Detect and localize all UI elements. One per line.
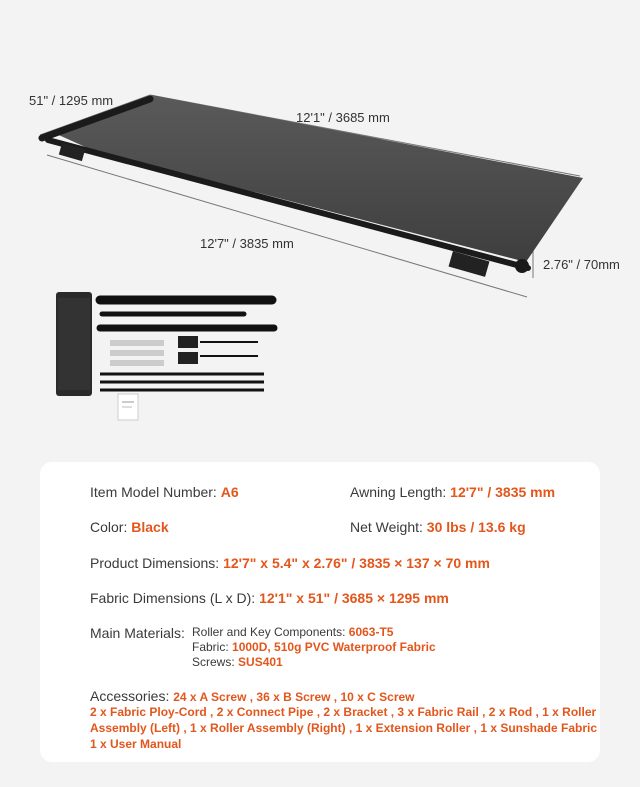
accessories-line-4: 1 x User Manual [90,737,182,751]
net-weight-row [350,519,526,535]
color-value: Black [131,519,169,535]
accessories-line-3: Assembly (Left) , 1 x Roller Assembly (Right) , 1 x Extension Roller , 1 x Sunshade Fabric [90,721,598,735]
awning-length-label: Awning Length: [350,484,447,500]
awning-length-row [350,484,555,500]
connect-pipe-3 [110,360,164,366]
accessories-text-1: 24 x A Screw , 36 x B Screw , 10 x C Screw [173,690,415,704]
main-materials-row [90,625,185,641]
item-model-row [90,484,239,500]
end-cap-right [515,259,529,273]
product-dimensions-label: Product Dimensions: [90,555,220,571]
material-roller-value: 6063-T5 [348,625,394,639]
specifications-card [40,462,600,762]
color-label: Color: [90,519,128,535]
item-model-value: A6 [220,484,239,500]
fabric-dimensions-row [90,590,449,606]
inner-length-dimension: 12'1" / 3685 mm [296,110,390,125]
material-roller-label: Roller and Key Components: [192,625,346,639]
material-fabric-label: Fabric: [192,640,229,654]
product-dimensions-row [90,555,490,571]
material-screws-label: Screws: [192,655,235,669]
material-roller [192,625,393,640]
fabric-dimensions-label: Fabric Dimensions (L x D): [90,590,256,606]
product-dimensions-value: 12'7" x 5.4" x 2.76" / 3835 × 137 × 70 mm [223,555,490,571]
color-row [90,519,169,535]
material-fabric-value: 1000D, 510g PVC Waterproof Fabric [232,640,436,654]
main-materials-label: Main Materials: [90,625,185,641]
net-weight-value: 30 lbs / 13.6 kg [426,519,526,535]
material-screws [192,655,283,670]
connect-pipe-1 [110,340,164,346]
accessories-label: Accessories: [90,688,170,704]
awning-length-value: 12'7" / 3835 mm [450,484,556,500]
height-dimension: 2.76" / 70mm [543,257,620,272]
material-fabric [192,640,436,655]
accessories-line-1 [90,688,415,705]
width-dimension: 51" / 1295 mm [29,93,114,108]
item-model-label: Item Model Number: [90,484,217,500]
connect-pipe-2 [110,350,164,356]
package-contents [56,292,274,420]
net-weight-label: Net Weight: [350,519,423,535]
outer-length-dimension: 12'7" / 3835 mm [200,236,294,251]
bracket-part-2 [178,352,198,364]
material-screws-value: SUS401 [238,655,283,669]
bracket-part-1 [178,336,198,348]
fabric-dimensions-value: 12'1" x 51" / 3685 × 1295 mm [259,590,449,606]
accessories-line-2: 2 x Fabric Ploy-Cord , 2 x Connect Pipe , 2 x Bracket , 3 x Fabric Rail , 2 x Rod , 1 x Roller [90,705,597,719]
